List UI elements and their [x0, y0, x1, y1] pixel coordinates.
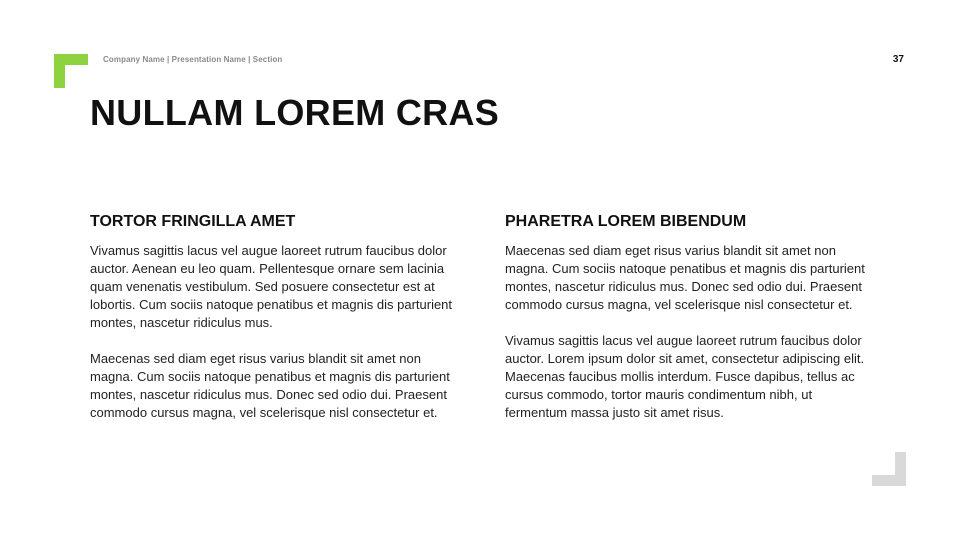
column-paragraph: Maecenas sed diam eget risus varius blandit sit amet non magna. Cum sociis natoque penatibus et magnis dis parturient montes, nascetur ridiculus mus. Donec sed odio dui. Praesent commodo cursus magna, vel scelerisque nisl consectetur et.: [505, 243, 865, 312]
content-column-left: [90, 212, 462, 440]
corner-bracket-bar: [54, 54, 65, 88]
content-column-right: [505, 212, 877, 440]
corner-bracket-bottom-right: [872, 452, 906, 486]
corner-bracket-top-left: [54, 54, 88, 88]
column-heading: PHARETRA LOREM BIBENDUM: [505, 213, 747, 230]
slide-title: NULLAM LOREM CRAS: [90, 92, 500, 133]
column-paragraph: Vivamus sagittis lacus vel augue laoreet rutrum faucibus dolor auctor. Aenean eu leo quam. Pellentesque ornare sem lacinia quam venenatis vestibulum. Sed posuere consectetur est at lobortis. Cum sociis natoque penatibus et magnis dis parturient montes, nascetur ridiculus mus.: [90, 243, 453, 330]
corner-bracket-bar: [895, 452, 906, 486]
column-heading: TORTOR FRINGILLA AMET: [90, 213, 296, 230]
column-paragraph: Maecenas sed diam eget risus varius blandit sit amet non magna. Cum sociis natoque penatibus et magnis dis parturient montes, nascetur ridiculus mus. Donec sed odio dui. Praesent commodo cursus magna, vel scelerisque nisl consectetur et.: [90, 351, 450, 420]
breadcrumb: Company Name | Presentation Name | Section: [103, 55, 283, 64]
column-paragraph: Vivamus sagittis lacus vel augue laoreet rutrum faucibus dolor auctor. Lorem ipsum dolor sit amet, consectetur adipiscing elit. Maecenas faucibus mollis interdum. Fusce dapibus, tellus ac cursus commodo, tortor mauris condimentum nibh, ut fermentum massa justo sit amet risus.: [505, 333, 865, 420]
page-number: 37: [892, 54, 904, 65]
